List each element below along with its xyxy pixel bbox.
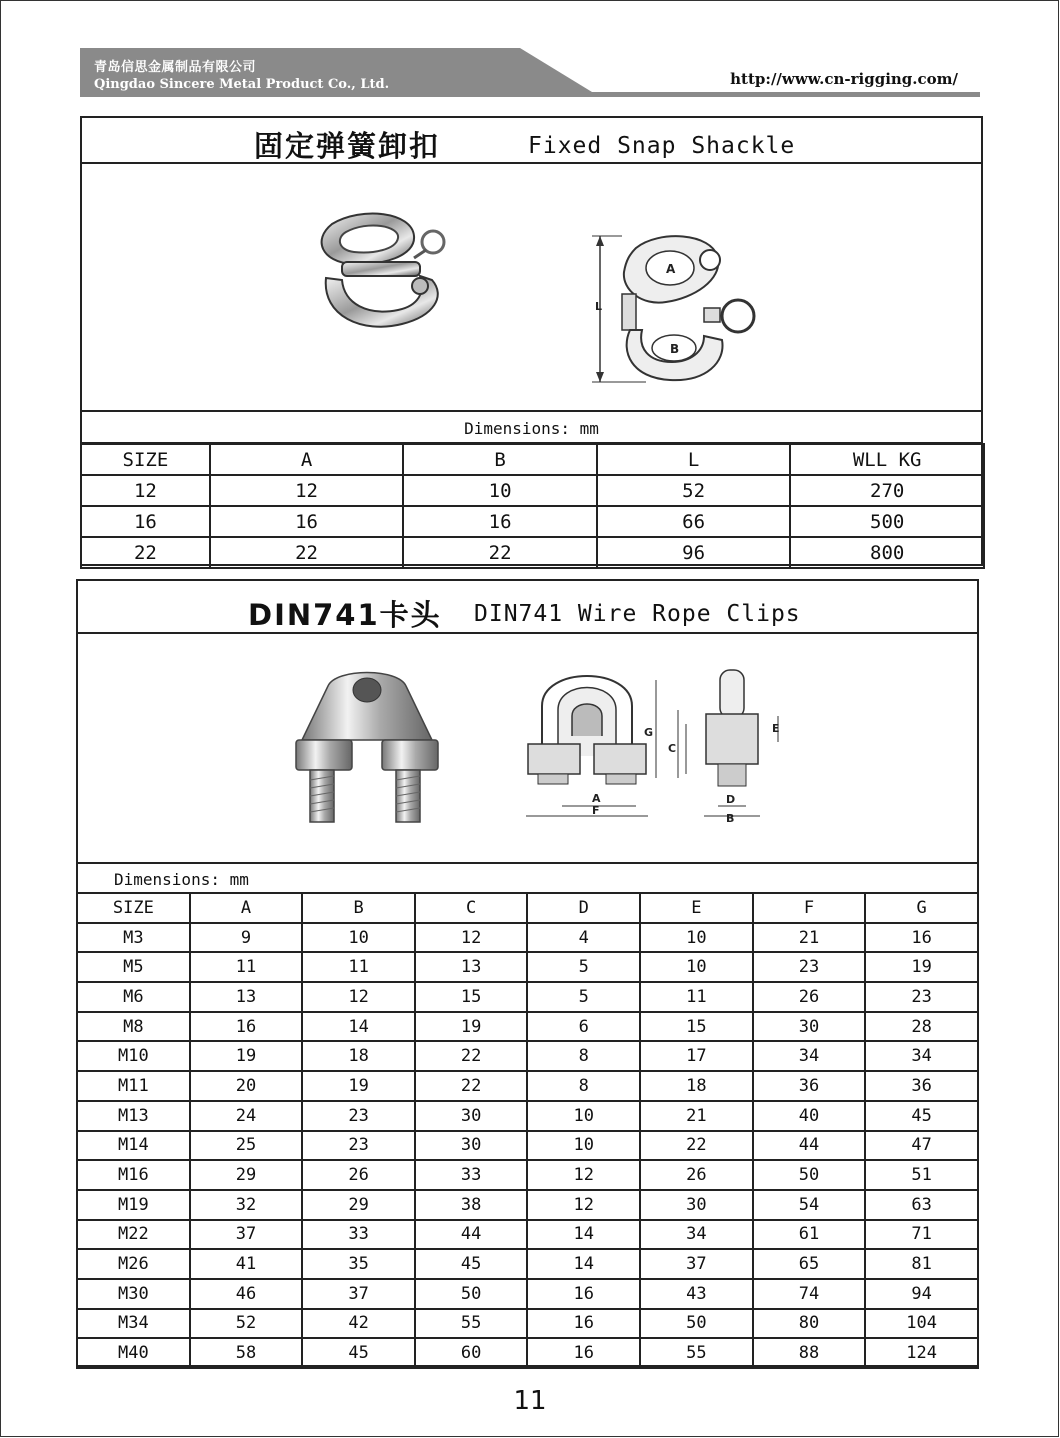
table-cell: M10 [77, 1041, 190, 1071]
title-en: Fixed Snap Shackle [528, 133, 796, 159]
table-cell: M16 [77, 1160, 190, 1190]
table-cell: 26 [753, 982, 866, 1012]
wire-rope-clip-front-diagram [518, 666, 688, 826]
table-row [77, 1101, 978, 1131]
table-cell: 16 [403, 506, 597, 537]
table-cell: 15 [640, 1012, 753, 1042]
column-header: D [527, 893, 640, 923]
table-cell: 19 [865, 952, 978, 982]
table-cell: 13 [190, 982, 303, 1012]
table-cell: 12 [527, 1160, 640, 1190]
table-cell: 16 [210, 506, 404, 537]
table-cell: 45 [865, 1101, 978, 1131]
table-cell: M22 [77, 1220, 190, 1250]
table-cell: 37 [302, 1279, 415, 1309]
table-cell: 8 [527, 1071, 640, 1101]
diagram-label-g: G [644, 726, 654, 739]
table-cell: 26 [302, 1160, 415, 1190]
table-cell: 11 [640, 982, 753, 1012]
table-cell: 52 [190, 1309, 303, 1339]
table-row [77, 1220, 978, 1250]
table-row [77, 1279, 978, 1309]
table-cell: 37 [640, 1249, 753, 1279]
shackle-images [82, 164, 981, 412]
table-cell: 37 [190, 1220, 303, 1250]
table-row [77, 1338, 978, 1368]
table-cell: 63 [865, 1190, 978, 1220]
table-row [81, 537, 984, 568]
table-cell: 21 [753, 923, 866, 953]
table-cell: 23 [753, 952, 866, 982]
table-cell: 88 [753, 1338, 866, 1368]
table-cell: 22 [403, 537, 597, 568]
table-row [77, 1012, 978, 1042]
table-cell: 6 [527, 1012, 640, 1042]
table-cell: 94 [865, 1279, 978, 1309]
table-cell: M14 [77, 1131, 190, 1161]
table-cell: 4 [527, 923, 640, 953]
column-header: A [210, 444, 404, 475]
title-en: DIN741 Wire Rope Clips [474, 601, 801, 627]
table-cell: M5 [77, 952, 190, 982]
table-cell: 65 [753, 1249, 866, 1279]
table-cell: 44 [415, 1220, 528, 1250]
diagram-label-l: L [595, 300, 603, 313]
table-row [77, 982, 978, 1012]
table-row [77, 1041, 978, 1071]
column-header: WLL KG [790, 444, 984, 475]
company-url[interactable]: http://www.cn-rigging.com/ [730, 70, 958, 88]
fixed-snap-shackle-section [80, 116, 983, 566]
table-cell: 60 [415, 1338, 528, 1368]
table-row [77, 1131, 978, 1161]
table-cell: 16 [527, 1338, 640, 1368]
table-cell: 19 [415, 1012, 528, 1042]
wire-rope-clip-photo [288, 670, 448, 830]
table-cell: 800 [790, 537, 984, 568]
table-cell: 500 [790, 506, 984, 537]
table-cell: 36 [753, 1071, 866, 1101]
table-cell: 35 [302, 1249, 415, 1279]
table-cell: 10 [640, 923, 753, 953]
table-cell: 55 [640, 1338, 753, 1368]
snap-shackle-diagram [586, 228, 786, 398]
table-cell: 50 [753, 1160, 866, 1190]
column-header: B [403, 444, 597, 475]
column-header: C [415, 893, 528, 923]
table-cell: 30 [753, 1012, 866, 1042]
table-row [77, 952, 978, 982]
table-cell: 66 [597, 506, 791, 537]
wire-rope-clip-side-diagram [682, 666, 792, 826]
table-cell: 19 [190, 1041, 303, 1071]
column-header: L [597, 444, 791, 475]
table-header-row [81, 444, 984, 475]
table-cell: 270 [790, 475, 984, 506]
table-cell: 42 [302, 1309, 415, 1339]
table-cell: 29 [190, 1160, 303, 1190]
table-row [81, 475, 984, 506]
table-cell: 15 [415, 982, 528, 1012]
table-cell: 41 [190, 1249, 303, 1279]
table-row [77, 1160, 978, 1190]
table-cell: 16 [81, 506, 210, 537]
table-cell: 28 [865, 1012, 978, 1042]
table-cell: 16 [527, 1309, 640, 1339]
table-cell: 96 [597, 537, 791, 568]
column-header: SIZE [77, 893, 190, 923]
table-cell: 55 [415, 1309, 528, 1339]
diagram-label-b: B [670, 342, 680, 356]
clips-table [76, 892, 979, 1369]
table-cell: 43 [640, 1279, 753, 1309]
diagram-label-c: C [668, 742, 677, 755]
table-cell: 38 [415, 1190, 528, 1220]
table-cell: 9 [190, 923, 303, 953]
table-cell: 80 [753, 1309, 866, 1339]
table-cell: 5 [527, 982, 640, 1012]
table-cell: 25 [190, 1131, 303, 1161]
table-cell: 30 [415, 1101, 528, 1131]
table-cell: 50 [640, 1309, 753, 1339]
column-header: E [640, 893, 753, 923]
table-cell: 10 [640, 952, 753, 982]
diagram-label-d: D [726, 793, 736, 806]
table-cell: 40 [753, 1101, 866, 1131]
table-cell: 22 [415, 1041, 528, 1071]
table-row [77, 1309, 978, 1339]
column-header: B [302, 893, 415, 923]
table-cell: 16 [865, 923, 978, 953]
header-banner [80, 48, 980, 98]
column-header: G [865, 893, 978, 923]
column-header: SIZE [81, 444, 210, 475]
table-cell: 50 [415, 1279, 528, 1309]
column-header: A [190, 893, 303, 923]
table-cell: 12 [81, 475, 210, 506]
table-cell: 23 [865, 982, 978, 1012]
section-title [82, 118, 981, 164]
table-cell: 23 [302, 1101, 415, 1131]
company-name-cn: 青岛信思金属制品有限公司 [94, 60, 257, 75]
table-cell: 23 [302, 1131, 415, 1161]
table-cell: 47 [865, 1131, 978, 1161]
table-cell: M26 [77, 1249, 190, 1279]
table-cell: 14 [302, 1012, 415, 1042]
table-cell: 34 [640, 1220, 753, 1250]
table-cell: M19 [77, 1190, 190, 1220]
diagram-label-e: E [772, 722, 780, 735]
table-cell: 124 [865, 1338, 978, 1368]
table-cell: 10 [527, 1131, 640, 1161]
table-cell: 11 [302, 952, 415, 982]
table-cell: 22 [210, 537, 404, 568]
table-cell: 20 [190, 1071, 303, 1101]
table-row [81, 506, 984, 537]
page-number: 11 [513, 1386, 547, 1416]
table-cell: 34 [865, 1041, 978, 1071]
diagram-label-b: B [726, 812, 735, 825]
table-cell: 16 [190, 1012, 303, 1042]
table-cell: 14 [527, 1220, 640, 1250]
clip-images [78, 634, 977, 864]
table-cell: 24 [190, 1101, 303, 1131]
title-cn: DIN741卡头 [248, 598, 442, 632]
table-row [77, 1071, 978, 1101]
table-cell: 17 [640, 1041, 753, 1071]
table-cell: 45 [415, 1249, 528, 1279]
table-cell: M8 [77, 1012, 190, 1042]
snap-shackle-photo [302, 206, 482, 376]
table-cell: 30 [415, 1131, 528, 1161]
table-cell: 33 [302, 1220, 415, 1250]
table-cell: 52 [597, 475, 791, 506]
table-row [77, 1249, 978, 1279]
table-cell: 54 [753, 1190, 866, 1220]
table-row [77, 923, 978, 953]
table-cell: 71 [865, 1220, 978, 1250]
table-cell: M3 [77, 923, 190, 953]
table-cell: 32 [190, 1190, 303, 1220]
table-cell: 12 [415, 923, 528, 953]
table-cell: M11 [77, 1071, 190, 1101]
wire-rope-clips-section [76, 579, 979, 1367]
table-cell: 58 [190, 1338, 303, 1368]
dimensions-label: Dimensions: mm [114, 870, 249, 889]
diagram-label-f: F [592, 804, 600, 817]
table-cell: 16 [527, 1279, 640, 1309]
table-cell: 13 [415, 952, 528, 982]
table-cell: 14 [527, 1249, 640, 1279]
title-cn: 固定弹簧卸扣 [254, 129, 441, 163]
shackle-table [80, 443, 985, 569]
section-title [78, 581, 977, 634]
table-header-row [77, 893, 978, 923]
table-cell: 51 [865, 1160, 978, 1190]
table-row [77, 1190, 978, 1220]
table-cell: 22 [81, 537, 210, 568]
table-cell: 26 [640, 1160, 753, 1190]
table-cell: 10 [403, 475, 597, 506]
table-cell: M40 [77, 1338, 190, 1368]
table-cell: M30 [77, 1279, 190, 1309]
column-header: F [753, 893, 866, 923]
table-cell: 12 [210, 475, 404, 506]
diagram-label-a: A [592, 792, 601, 805]
table-cell: 44 [753, 1131, 866, 1161]
table-cell: 11 [190, 952, 303, 982]
table-cell: 74 [753, 1279, 866, 1309]
table-cell: 22 [415, 1071, 528, 1101]
table-cell: 30 [640, 1190, 753, 1220]
table-cell: 29 [302, 1190, 415, 1220]
table-cell: 8 [527, 1041, 640, 1071]
diagram-label-a: A [666, 262, 676, 276]
company-name-en: Qingdao Sincere Metal Product Co., Ltd. [94, 77, 390, 92]
table-cell: 81 [865, 1249, 978, 1279]
table-cell: 18 [302, 1041, 415, 1071]
table-cell: 18 [640, 1071, 753, 1101]
clips-table-body [77, 923, 978, 1368]
dimensions-label: Dimensions: mm [82, 414, 981, 444]
table-cell: 36 [865, 1071, 978, 1101]
table-cell: 10 [527, 1101, 640, 1131]
table-cell: 5 [527, 952, 640, 982]
table-cell: 46 [190, 1279, 303, 1309]
table-cell: 34 [753, 1041, 866, 1071]
table-cell: 19 [302, 1071, 415, 1101]
table-cell: 22 [640, 1131, 753, 1161]
table-cell: M13 [77, 1101, 190, 1131]
table-cell: 45 [302, 1338, 415, 1368]
table-cell: 33 [415, 1160, 528, 1190]
table-cell: 21 [640, 1101, 753, 1131]
table-cell: 104 [865, 1309, 978, 1339]
table-cell: 10 [302, 923, 415, 953]
table-cell: M34 [77, 1309, 190, 1339]
table-cell: 12 [302, 982, 415, 1012]
table-cell: M6 [77, 982, 190, 1012]
table-cell: 12 [527, 1190, 640, 1220]
table-cell: 61 [753, 1220, 866, 1250]
